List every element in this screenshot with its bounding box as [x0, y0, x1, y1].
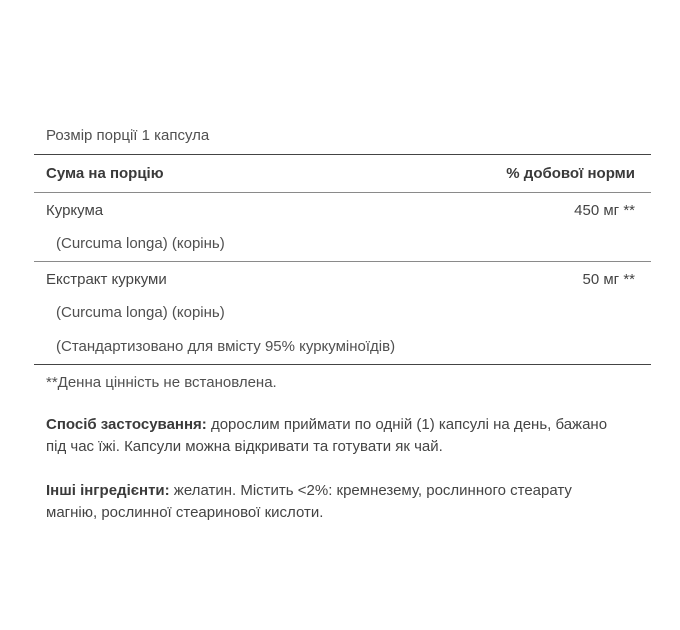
ingredient-amount: 450 мг **	[574, 201, 635, 219]
other-ingredients-label: Інші інгредієнти:	[46, 482, 170, 499]
usage-directions	[46, 414, 626, 458]
ingredient-turmeric	[34, 193, 651, 261]
usage-text: дорослим приймати по одній (1) капсулі на день, бажано під час їжі. Капсули можна відкривати та готувати як чай.	[46, 416, 608, 455]
other-ingredients	[46, 480, 626, 524]
serving-size: Розмір порції 1 капсула	[46, 127, 210, 144]
ingredient-amount: 50 мг **	[582, 270, 635, 288]
table-header	[34, 155, 651, 192]
ingredient-row	[34, 262, 651, 296]
daily-value-footnote: **Денна цінність не встановлена.	[46, 374, 277, 391]
ingredient-detail: (Curcuma longa) (корінь)	[56, 235, 225, 252]
header-amount-per-serving: Сума на порцію	[46, 165, 164, 182]
ingredient-row	[34, 193, 651, 227]
ingredient-detail: (Curcuma longa) (корінь)	[56, 304, 225, 321]
ingredient-name: Куркума	[46, 201, 104, 219]
ingredient-turmeric-extract	[34, 262, 651, 364]
supplement-facts-table	[34, 118, 651, 401]
other-ingredients-text: желатин. Містить <2%: кремнезему, рослинного стеарату магнію, рослинної стеаринової кислоти.	[46, 482, 572, 521]
ingredient-detail: (Стандартизовано для вмісту 95% куркуміноїдів)	[56, 338, 396, 355]
ingredient-name: Екстракт куркуми	[46, 270, 167, 288]
header-daily-value: % добової норми	[506, 165, 635, 182]
usage-label: Спосіб застосування:	[46, 416, 207, 433]
